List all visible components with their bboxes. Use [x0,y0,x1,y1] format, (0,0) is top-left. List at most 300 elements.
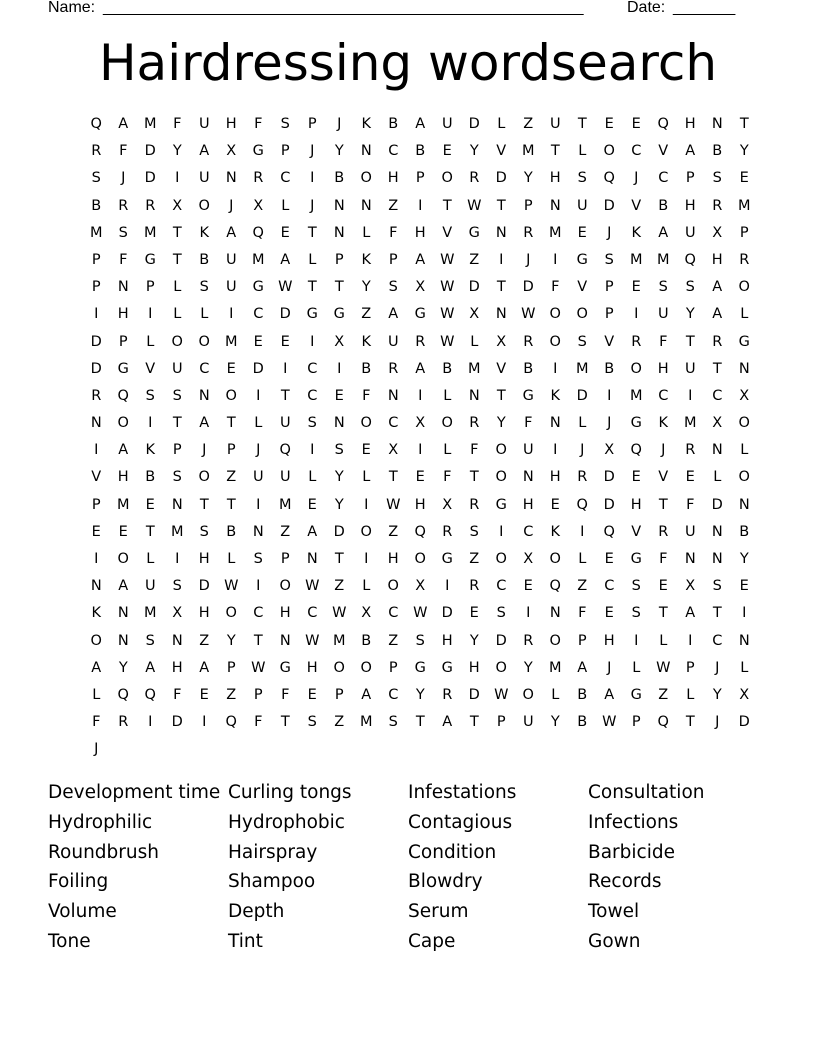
grid-letter[interactable]: M [683,415,697,432]
grid-letter[interactable]: S [577,170,588,187]
grid-letter[interactable]: E [739,578,750,595]
grid-letter[interactable]: X [496,333,507,350]
grid-letter[interactable]: R [469,170,480,187]
grid-letter[interactable]: I [499,251,504,268]
grid-letter[interactable]: T [577,116,588,132]
grid-letter[interactable]: I [202,714,207,731]
grid-letter[interactable]: A [685,143,696,160]
grid-letter[interactable]: S [604,251,615,268]
grid-letter[interactable]: C [496,578,507,595]
grid-letter[interactable]: A [118,116,129,132]
grid-letter[interactable]: M [251,251,265,268]
grid-letter[interactable]: J [715,714,720,731]
grid-letter[interactable]: I [256,387,261,404]
grid-letter[interactable]: Q [279,442,292,459]
grid-letter[interactable]: I [364,496,369,513]
grid-letter[interactable]: M [575,360,589,377]
grid-letter[interactable]: L [578,415,587,432]
grid-letter[interactable]: X [712,415,723,432]
grid-letter[interactable]: T [739,116,750,132]
grid-letter[interactable]: Y [334,143,345,160]
grid-letter[interactable]: N [171,632,184,649]
grid-letter[interactable]: D [468,279,481,296]
grid-letter[interactable]: P [577,632,588,649]
grid-letter[interactable]: L [497,116,506,132]
grid-letter[interactable]: J [202,442,207,459]
grid-letter[interactable]: D [144,170,157,187]
grid-letter[interactable]: C [631,143,642,160]
grid-letter[interactable]: M [278,496,292,513]
grid-letter[interactable]: B [388,116,399,132]
grid-letter[interactable]: M [548,224,562,241]
grid-letter[interactable]: L [362,224,371,241]
grid-letter[interactable]: S [145,632,156,649]
grid-letter[interactable]: O [198,197,211,214]
grid-letter[interactable]: P [604,279,615,296]
grid-letter[interactable]: O [549,632,562,649]
grid-letter[interactable]: S [685,279,696,296]
grid-letter[interactable]: T [226,496,237,513]
grid-letter[interactable]: V [496,360,507,377]
grid-letter[interactable]: Y [172,143,183,160]
grid-letter[interactable]: R [739,251,750,268]
grid-letter[interactable]: E [577,224,588,241]
grid-letter[interactable]: K [145,442,156,459]
grid-letter[interactable]: T [415,714,426,731]
grid-letter[interactable]: X [739,387,750,404]
grid-letter[interactable]: R [577,469,588,486]
grid-letter[interactable]: K [91,605,102,622]
grid-letter[interactable]: S [280,116,291,132]
grid-letter[interactable]: R [523,632,534,649]
grid-letter[interactable]: V [631,523,642,540]
grid-letter[interactable]: T [199,496,210,513]
grid-letter[interactable]: S [658,279,669,296]
grid-letter[interactable]: V [91,469,102,486]
grid-letter[interactable]: D [90,360,103,377]
grid-letter[interactable]: N [738,632,751,649]
grid-letter[interactable]: F [92,714,101,731]
grid-letter[interactable]: L [146,551,155,567]
grid-letter[interactable]: Q [414,523,427,540]
grid-letter[interactable]: G [468,224,481,241]
grid-letter[interactable]: U [522,714,535,731]
grid-letter[interactable]: A [415,116,426,132]
grid-letter[interactable]: R [685,442,696,459]
grid-letter[interactable]: Q [630,442,643,459]
grid-letter[interactable]: N [549,605,562,622]
grid-letter[interactable]: B [577,714,588,731]
grid-letter[interactable]: M [737,197,751,214]
grid-letter[interactable]: S [712,170,723,187]
grid-letter[interactable]: W [521,306,536,323]
grid-letter[interactable]: U [684,523,697,540]
grid-letter[interactable]: J [526,251,531,268]
grid-letter[interactable]: F [578,605,587,622]
grid-letter[interactable]: P [388,251,399,268]
grid-letter[interactable]: A [226,224,237,241]
grid-letter[interactable]: I [310,442,315,459]
grid-letter[interactable]: C [604,578,615,595]
grid-letter[interactable]: Y [469,632,480,649]
grid-letter[interactable]: C [307,360,318,377]
grid-letter[interactable]: C [388,686,399,703]
grid-letter[interactable]: Y [118,659,129,676]
grid-letter[interactable]: L [713,469,722,486]
grid-letter[interactable]: U [198,170,211,187]
grid-letter[interactable]: H [225,116,238,132]
grid-letter[interactable]: T [172,251,183,268]
grid-letter[interactable]: N [711,523,724,540]
grid-letter[interactable]: C [658,387,669,404]
grid-letter[interactable]: S [631,605,642,622]
grid-letter[interactable]: F [254,714,263,731]
grid-letter[interactable]: Q [603,523,616,540]
grid-letter[interactable]: H [117,469,130,486]
grid-letter[interactable]: S [388,279,399,296]
grid-letter[interactable]: L [173,279,182,296]
grid-letter[interactable]: B [91,197,102,214]
grid-letter[interactable]: T [280,387,291,404]
grid-letter[interactable]: T [469,714,480,731]
grid-letter[interactable]: O [225,387,238,404]
grid-letter[interactable]: I [607,387,612,404]
grid-letter[interactable]: E [226,360,237,377]
grid-letter[interactable]: L [686,686,695,703]
grid-letter[interactable]: G [576,251,589,268]
grid-letter[interactable]: F [119,143,128,160]
grid-letter[interactable]: I [634,306,639,323]
grid-letter[interactable]: F [389,224,398,241]
grid-letter[interactable]: E [307,686,318,703]
grid-letter[interactable]: E [658,578,669,595]
grid-letter[interactable]: A [712,306,723,323]
grid-letter[interactable]: V [145,360,156,377]
grid-letter[interactable]: A [415,251,426,268]
grid-letter[interactable]: W [440,251,455,268]
grid-letter[interactable]: F [362,387,371,404]
grid-letter[interactable]: Q [144,686,157,703]
grid-letter[interactable]: F [173,116,182,132]
grid-letter[interactable]: H [441,632,454,649]
grid-letter[interactable]: S [307,415,318,432]
grid-letter[interactable]: L [551,686,560,703]
grid-letter[interactable]: Z [226,469,237,486]
grid-letter[interactable]: V [604,333,615,350]
grid-letter[interactable]: J [715,659,720,676]
grid-letter[interactable]: W [251,659,266,676]
grid-letter[interactable]: T [658,605,669,622]
grid-letter[interactable]: N [333,415,346,432]
grid-letter[interactable]: W [440,279,455,296]
grid-letter[interactable]: F [443,469,452,486]
grid-letter[interactable]: T [172,415,183,432]
grid-letter[interactable]: O [738,415,751,432]
grid-letter[interactable]: I [418,387,423,404]
grid-letter[interactable]: S [172,578,183,595]
grid-letter[interactable]: P [739,224,750,241]
grid-letter[interactable]: R [118,714,129,731]
grid-letter[interactable]: D [738,714,751,731]
grid-letter[interactable]: I [148,415,153,432]
grid-letter[interactable]: P [415,170,426,187]
grid-letter[interactable]: O [738,469,751,486]
grid-letter[interactable]: O [198,333,211,350]
grid-letter[interactable]: E [550,496,561,513]
grid-letter[interactable]: X [604,442,615,459]
grid-letter[interactable]: Z [469,551,480,567]
grid-letter[interactable]: G [738,333,751,350]
grid-letter[interactable]: I [337,360,342,377]
grid-letter[interactable]: R [91,387,102,404]
grid-letter[interactable]: D [495,170,508,187]
grid-letter[interactable]: E [604,116,615,132]
grid-letter[interactable]: Q [252,224,265,241]
grid-letter[interactable]: O [495,442,508,459]
grid-letter[interactable]: O [198,469,211,486]
grid-letter[interactable]: C [280,170,291,187]
grid-letter[interactable]: H [657,360,670,377]
grid-letter[interactable]: H [198,551,211,567]
grid-letter[interactable]: N [333,197,346,214]
grid-letter[interactable]: N [711,116,724,132]
grid-letter[interactable]: T [334,279,345,296]
grid-letter[interactable]: E [469,605,480,622]
grid-letter[interactable]: Z [577,578,588,595]
grid-letter[interactable]: E [631,469,642,486]
grid-letter[interactable]: R [469,578,480,595]
grid-letter[interactable]: Z [361,306,372,323]
grid-letter[interactable]: Y [361,279,372,296]
grid-letter[interactable]: P [145,279,156,296]
grid-letter[interactable]: I [94,551,99,567]
grid-letter[interactable]: A [685,605,696,622]
grid-letter[interactable]: X [361,605,372,622]
grid-letter[interactable]: N [279,632,292,649]
grid-letter[interactable]: V [496,143,507,160]
grid-letter[interactable]: T [712,605,723,622]
grid-letter[interactable]: P [523,197,534,214]
grid-letter[interactable]: G [252,279,265,296]
grid-letter[interactable]: O [225,605,238,622]
grid-letter[interactable]: D [171,714,184,731]
grid-letter[interactable]: Z [199,632,210,649]
grid-letter[interactable]: O [738,279,751,296]
grid-letter[interactable]: B [739,523,750,540]
grid-letter[interactable]: I [634,632,639,649]
grid-letter[interactable]: X [253,197,264,214]
grid-letter[interactable]: O [495,469,508,486]
grid-letter[interactable]: B [604,360,615,377]
grid-letter[interactable]: T [145,523,156,540]
grid-letter[interactable]: C [253,306,264,323]
grid-letter[interactable]: Q [90,116,103,132]
grid-letter[interactable]: I [553,251,558,268]
grid-letter[interactable]: T [469,469,480,486]
grid-letter[interactable]: M [143,116,157,132]
grid-letter[interactable]: U [225,279,238,296]
grid-letter[interactable]: H [414,224,427,241]
grid-letter[interactable]: D [279,306,292,323]
grid-letter[interactable]: I [148,306,153,323]
grid-letter[interactable]: L [281,197,290,214]
grid-letter[interactable]: L [578,143,587,160]
grid-letter[interactable]: N [117,632,130,649]
grid-letter[interactable]: T [496,197,507,214]
grid-letter[interactable]: Y [523,659,534,676]
grid-letter[interactable]: M [548,659,562,676]
grid-letter[interactable]: N [549,197,562,214]
grid-letter[interactable]: J [94,741,99,758]
grid-letter[interactable]: B [577,686,588,703]
grid-letter[interactable]: P [604,306,615,323]
grid-letter[interactable]: L [740,306,749,323]
grid-letter[interactable]: I [499,523,504,540]
grid-letter[interactable]: S [631,578,642,595]
grid-letter[interactable]: R [523,224,534,241]
grid-letter[interactable]: O [171,333,184,350]
grid-letter[interactable]: O [333,659,346,676]
grid-letter[interactable]: X [739,686,750,703]
grid-letter[interactable]: U [441,116,454,132]
grid-letter[interactable]: N [711,442,724,459]
grid-letter[interactable]: N [117,279,130,296]
grid-letter[interactable]: K [550,387,561,404]
grid-letter[interactable]: O [441,170,454,187]
grid-letter[interactable]: W [305,632,320,649]
grid-letter[interactable]: S [172,387,183,404]
grid-letter[interactable]: B [712,143,723,160]
grid-letter[interactable]: N [468,387,481,404]
grid-letter[interactable]: G [630,551,643,567]
grid-letter[interactable]: L [659,632,668,649]
date-field-line[interactable]: _______ [673,0,736,16]
grid-letter[interactable]: L [362,469,371,486]
grid-letter[interactable]: Z [388,523,399,540]
grid-letter[interactable]: F [254,116,263,132]
grid-letter[interactable]: O [360,659,373,676]
grid-letter[interactable]: F [470,442,479,459]
grid-letter[interactable]: W [467,197,482,214]
grid-letter[interactable]: S [388,714,399,731]
grid-letter[interactable]: I [688,387,693,404]
grid-letter[interactable]: Q [657,116,670,132]
grid-letter[interactable]: O [117,551,130,567]
grid-letter[interactable]: Q [603,170,616,187]
grid-letter[interactable]: Y [334,496,345,513]
grid-letter[interactable]: O [360,170,373,187]
grid-letter[interactable]: T [550,143,561,160]
grid-letter[interactable]: G [252,143,265,160]
grid-letter[interactable]: B [199,251,210,268]
grid-letter[interactable]: K [361,333,372,350]
grid-letter[interactable]: T [307,224,318,241]
grid-letter[interactable]: A [91,659,102,676]
grid-letter[interactable]: A [415,360,426,377]
grid-letter[interactable]: P [91,251,102,268]
grid-letter[interactable]: B [145,469,156,486]
grid-letter[interactable]: L [92,686,101,703]
grid-letter[interactable]: L [443,387,452,404]
grid-letter[interactable]: E [253,333,264,350]
grid-letter[interactable]: X [172,605,183,622]
grid-letter[interactable]: I [418,442,423,459]
grid-letter[interactable]: P [334,251,345,268]
grid-letter[interactable]: U [144,578,157,595]
grid-letter[interactable]: S [334,442,345,459]
grid-letter[interactable]: N [90,415,103,432]
grid-letter[interactable]: P [307,116,318,132]
grid-letter[interactable]: Y [550,714,561,731]
grid-letter[interactable]: B [361,632,372,649]
grid-letter[interactable]: M [521,143,535,160]
grid-letter[interactable]: L [362,578,371,595]
grid-letter[interactable]: N [495,224,508,241]
grid-letter[interactable]: V [658,469,669,486]
grid-letter[interactable]: P [334,686,345,703]
grid-letter[interactable]: E [280,333,291,350]
grid-letter[interactable]: C [199,360,210,377]
grid-letter[interactable]: N [171,496,184,513]
grid-letter[interactable]: S [307,714,318,731]
grid-letter[interactable]: O [549,551,562,567]
grid-letter[interactable]: R [145,197,156,214]
grid-letter[interactable]: J [337,116,342,132]
grid-letter[interactable]: T [685,714,696,731]
grid-letter[interactable]: S [199,523,210,540]
grid-letter[interactable]: T [280,714,291,731]
grid-letter[interactable]: T [388,469,399,486]
grid-letter[interactable]: P [280,143,291,160]
grid-letter[interactable]: M [116,496,130,513]
grid-letter[interactable]: O [360,523,373,540]
grid-letter[interactable]: G [144,251,157,268]
grid-letter[interactable]: L [632,659,641,676]
grid-letter[interactable]: J [121,170,126,187]
grid-letter[interactable]: P [91,279,102,296]
grid-letter[interactable]: V [442,224,453,241]
grid-letter[interactable]: N [495,306,508,323]
grid-letter[interactable]: R [658,523,669,540]
grid-letter[interactable]: A [604,686,615,703]
grid-letter[interactable]: I [310,170,315,187]
grid-letter[interactable]: G [306,306,319,323]
grid-letter[interactable]: F [659,551,668,567]
grid-letter[interactable]: F [173,686,182,703]
grid-letter[interactable]: A [361,686,372,703]
grid-letter[interactable]: I [742,605,747,622]
grid-letter[interactable]: V [631,197,642,214]
grid-letter[interactable]: O [414,551,427,567]
grid-letter[interactable]: U [279,469,292,486]
grid-letter[interactable]: J [607,415,612,432]
name-field-line[interactable]: ______________________________________________________ [103,0,584,16]
grid-letter[interactable]: O [387,578,400,595]
grid-letter[interactable]: X [469,306,480,323]
grid-letter[interactable]: Q [576,496,589,513]
grid-letter[interactable]: L [443,442,452,459]
grid-letter[interactable]: R [469,415,480,432]
grid-letter[interactable]: M [170,523,184,540]
grid-letter[interactable]: T [496,387,507,404]
grid-letter[interactable]: E [685,469,696,486]
grid-letter[interactable]: E [199,686,210,703]
grid-letter[interactable]: X [172,197,183,214]
grid-letter[interactable]: D [468,686,481,703]
grid-letter[interactable]: E [739,170,750,187]
grid-letter[interactable]: W [224,578,239,595]
grid-letter[interactable]: A [577,659,588,676]
